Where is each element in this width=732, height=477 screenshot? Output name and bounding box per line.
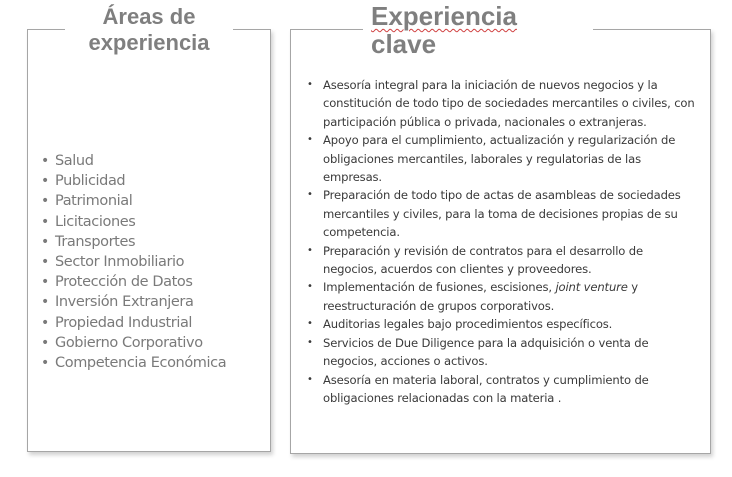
list-item	[41, 151, 226, 171]
experience-text-before: Implementación de fusiones, escisiones,	[323, 280, 556, 295]
experience-title-line1: Experiencia	[371, 1, 517, 31]
list-item	[307, 334, 699, 371]
experience-text: Asesoría integral para la iniciación de nuevos negocios y la constitución de todo tipo de sociedades mercantiles o civiles, con participación pública o privada, nacionales o extranjeras.	[323, 78, 695, 129]
bullet-icon: •	[307, 318, 313, 330]
experience-text: Servicios de Due Diligence para la adquisición o venta de negocios, acciones o activos.	[323, 335, 649, 369]
area-label: Propiedad Industrial	[55, 314, 193, 331]
list-item	[307, 186, 699, 241]
experience-text: Preparación y revisión de contratos para el desarrollo de negocios, acuerdos con clientes y proveedores.	[323, 243, 643, 277]
area-label: Protección de Datos	[55, 274, 193, 291]
list-item	[41, 191, 226, 211]
list-item	[41, 333, 226, 353]
areas-title	[65, 4, 233, 56]
areas-list	[41, 151, 226, 373]
bullet-icon: •	[41, 355, 49, 372]
list-item	[41, 313, 226, 333]
area-label: Transportes	[55, 233, 136, 250]
list-item	[41, 353, 226, 373]
areas-title-line2: experiencia	[88, 30, 210, 55]
list-item	[41, 212, 226, 232]
area-label: Gobierno Corporativo	[55, 334, 203, 351]
experience-text: Preparación de todo tipo de actas de asambleas de sociedades mercantiles y civiles, para la toma de decisiones propias de su competencia.	[323, 188, 681, 240]
experience-list	[307, 76, 699, 407]
bullet-icon: •	[41, 334, 49, 351]
experience-title	[363, 2, 593, 58]
list-item	[41, 232, 226, 252]
experience-text: Asesoría en materia laboral, contratos y cumplimiento de obligaciones relacionadas con la materia .	[323, 372, 649, 405]
experience-text-after: y reestructuración de grupos corporativos.	[323, 280, 639, 313]
list-item	[307, 371, 699, 408]
bullet-icon: •	[41, 213, 49, 230]
bullet-icon: •	[41, 314, 49, 331]
bullet-icon: •	[41, 233, 49, 250]
bullet-icon: •	[41, 294, 49, 311]
area-label: Salud	[55, 153, 94, 169]
bullet-icon: •	[307, 373, 313, 385]
area-label: Competencia Económica	[55, 355, 227, 372]
bullet-icon: •	[307, 281, 313, 293]
bullet-icon: •	[41, 153, 49, 169]
list-item	[41, 252, 226, 272]
areas-title-line1: Áreas de	[102, 4, 196, 29]
area-label: Sector Inmobiliario	[55, 254, 185, 271]
list-item	[41, 292, 226, 312]
bullet-icon: •	[41, 274, 49, 291]
bullet-icon: •	[307, 189, 313, 201]
bullet-icon: •	[307, 244, 313, 256]
experience-text-italic: joint venture	[555, 280, 628, 295]
experience-text: Auditorias legales bajo procedimientos específicos.	[323, 317, 613, 332]
list-item	[307, 76, 699, 131]
bullet-icon: •	[307, 336, 313, 348]
list-item	[307, 131, 699, 186]
list-item	[307, 278, 699, 315]
experience-title-line2: clave	[371, 29, 437, 59]
area-label: Publicidad	[55, 173, 126, 190]
area-label: Licitaciones	[55, 213, 136, 230]
list-item	[307, 315, 699, 333]
bullet-icon: •	[41, 193, 49, 210]
list-item	[41, 272, 226, 292]
area-label: Patrimonial	[55, 193, 133, 210]
bullet-icon: •	[41, 173, 49, 190]
bullet-icon: •	[307, 79, 313, 90]
list-item	[41, 171, 226, 191]
experience-text: Apoyo para el cumplimiento, actualización y regularización de obligaciones mercantiles, laborales y regulatorias de las empresas.	[323, 133, 676, 185]
bullet-icon: •	[41, 254, 49, 271]
area-label: Inversión Extranjera	[55, 294, 194, 311]
bullet-icon: •	[307, 134, 313, 146]
list-item	[307, 242, 699, 279]
